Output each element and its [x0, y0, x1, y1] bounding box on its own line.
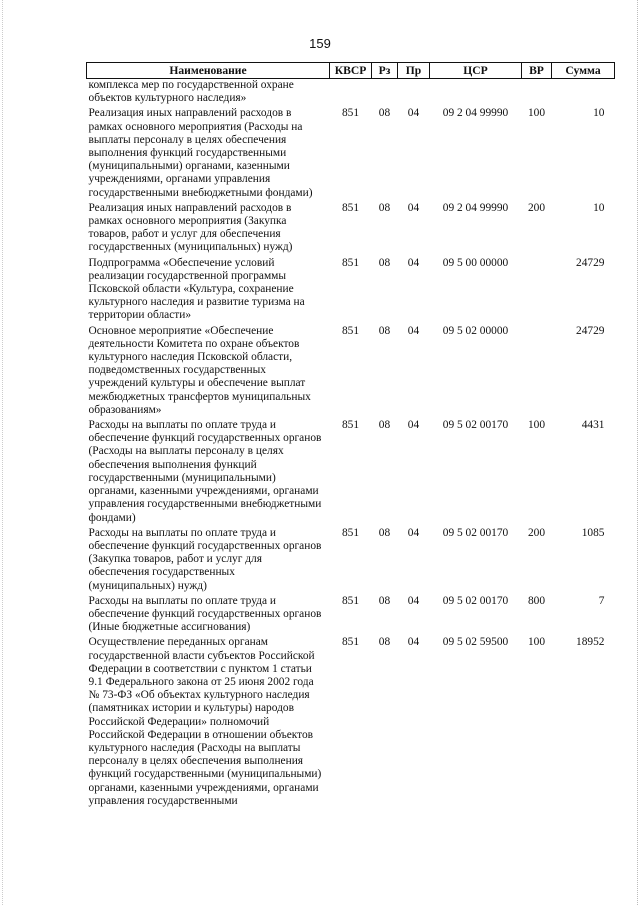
cell-rz: 08	[378, 256, 391, 269]
cell-sum	[552, 79, 615, 108]
cell-rz	[372, 79, 398, 108]
cell-sum: 10	[593, 201, 605, 214]
cell-sum: 18952	[576, 636, 605, 649]
cell-csr: 09 5 00 00000	[442, 256, 509, 269]
cell-pr: 04	[407, 201, 420, 214]
cell-vr: 100	[527, 107, 546, 120]
table-row	[87, 595, 615, 637]
page-edge-left	[2, 0, 3, 905]
cell-pr: 04	[407, 107, 420, 120]
table-row	[87, 257, 615, 325]
cell-kvsr: 851	[341, 419, 360, 432]
cell-vr: 100	[527, 419, 546, 432]
cell-csr: 09 5 02 59500	[442, 636, 509, 649]
header-sum: Сумма	[552, 63, 615, 79]
table-row	[87, 202, 615, 257]
cell-vr: 800	[527, 594, 546, 607]
table-row	[87, 79, 615, 108]
cell-kvsr: 851	[341, 107, 360, 120]
cell-csr	[430, 79, 522, 108]
header-row	[87, 63, 615, 79]
header-name: Наименование	[87, 63, 330, 79]
header-vr: ВР	[522, 63, 552, 79]
cell-rz: 08	[378, 526, 391, 539]
header-kvsr: КВСР	[330, 63, 372, 79]
cell-csr: 09 2 04 99990	[442, 201, 509, 214]
cell-kvsr: 851	[341, 201, 360, 214]
cell-rz: 08	[378, 324, 391, 337]
cell-pr: 04	[407, 636, 420, 649]
cell-pr: 04	[407, 324, 420, 337]
cell-rz: 08	[378, 201, 391, 214]
table-row	[87, 527, 615, 595]
table-body	[87, 79, 615, 810]
cell-kvsr: 851	[341, 594, 360, 607]
table-row	[87, 636, 615, 810]
cell-kvsr: 851	[341, 256, 360, 269]
cell-vr	[522, 79, 552, 108]
cell-vr: 100	[527, 636, 546, 649]
cell-pr: 04	[407, 526, 420, 539]
cell-kvsr: 851	[341, 636, 360, 649]
cell-kvsr	[330, 79, 372, 108]
cell-name: Реализация иных направлений расходов в рамках основного мероприятия (Закупка товаров, работ и услуг для обеспечения государственных (муниципальных) нужд)	[88, 201, 293, 254]
cell-name: Осуществление переданных органам государственной власти субъектов Российской Федерации в соответствии с пунктом 1 статьи 9.1 Федерального закона от 25 июня 2002 года № 73-ФЗ «Об объектах культурного наследия (памятниках истории и культуры) народов Российской Федерации» полномочий Российской Федерации в отношении объектов культурного наследия (Расходы на выплаты персоналу в целях обеспечения выполнения функций государственными (муниципальными) органами, казенными учреждениями, органами управления государственными	[88, 636, 322, 807]
page-edge-right	[637, 0, 638, 905]
cell-vr: 200	[527, 201, 546, 214]
cell-kvsr: 851	[341, 526, 360, 539]
cell-name: Реализация иных направлений расходов в рамках основного мероприятия (Расходы на выплаты персоналу в целях обеспечения выполнения функций государственными (муниципальными) органами, казенными учреждениями, органами управления государственными внебюджетными фондами)	[88, 107, 313, 199]
cell-rz: 08	[378, 594, 391, 607]
cell-vr	[522, 325, 552, 419]
cell-sum: 24729	[576, 324, 605, 337]
cell-name: Расходы на выплаты по оплате труда и обеспечение функций государственных органов (Иные бюджетные ассигнования)	[88, 594, 322, 634]
cell-name: Расходы на выплаты по оплате труда и обеспечение функций государственных органов (Расходы на выплаты персоналу в целях обеспечения выполнения функций государственными (муниципальными) органами, казенными учреждениями, органами управления государственными внебюджетными фондами)	[88, 419, 322, 524]
cell-kvsr: 851	[341, 324, 360, 337]
page-number: 159	[309, 36, 331, 51]
cell-sum: 7	[598, 594, 605, 607]
table-row	[87, 419, 615, 527]
cell-pr: 04	[407, 419, 420, 432]
cell-rz: 08	[378, 636, 391, 649]
cell-name: Подпрограмма «Обеспечение условий реализации государственной программы Псковской области «Культура, сохранение культурного наследия и развитие туризма на территории области»	[88, 256, 305, 322]
cell-name: комплекса мер по государственной охране объектов культурного наследия»	[88, 79, 294, 105]
table-row	[87, 325, 615, 419]
table-header	[87, 63, 615, 79]
cell-csr: 09 2 04 99990	[442, 107, 509, 120]
budget-table	[86, 62, 615, 810]
cell-name: Основное мероприятие «Обеспечение деятельности Комитета по охране объектов культурного наследия Псковской области, подведомственных государственных учреждений культуры и обеспечение выплат межбюджетных трансфертов муниципальных образованиям»	[88, 324, 311, 416]
header-pr: Пр	[398, 63, 430, 79]
cell-sum: 1085	[581, 526, 605, 539]
cell-sum: 10	[593, 107, 605, 120]
header-rz: Рз	[372, 63, 398, 79]
cell-sum: 24729	[576, 256, 605, 269]
cell-csr: 09 5 02 00170	[442, 419, 509, 432]
cell-csr: 09 5 02 00000	[442, 324, 509, 337]
header-csr: ЦСР	[430, 63, 522, 79]
cell-csr: 09 5 02 00170	[442, 526, 509, 539]
cell-csr: 09 5 02 00170	[442, 594, 509, 607]
cell-vr	[522, 257, 552, 325]
cell-pr: 04	[407, 256, 420, 269]
cell-pr: 04	[407, 594, 420, 607]
cell-sum: 4431	[581, 419, 605, 432]
table-row	[87, 107, 615, 201]
cell-name: Расходы на выплаты по оплате труда и обеспечение функций государственных органов (Закупка товаров, работ и услуг для обеспечения государственных (муниципальных) нужд)	[88, 526, 322, 592]
cell-vr: 200	[527, 526, 546, 539]
cell-pr	[398, 79, 430, 108]
cell-rz: 08	[378, 107, 391, 120]
cell-rz: 08	[378, 419, 391, 432]
